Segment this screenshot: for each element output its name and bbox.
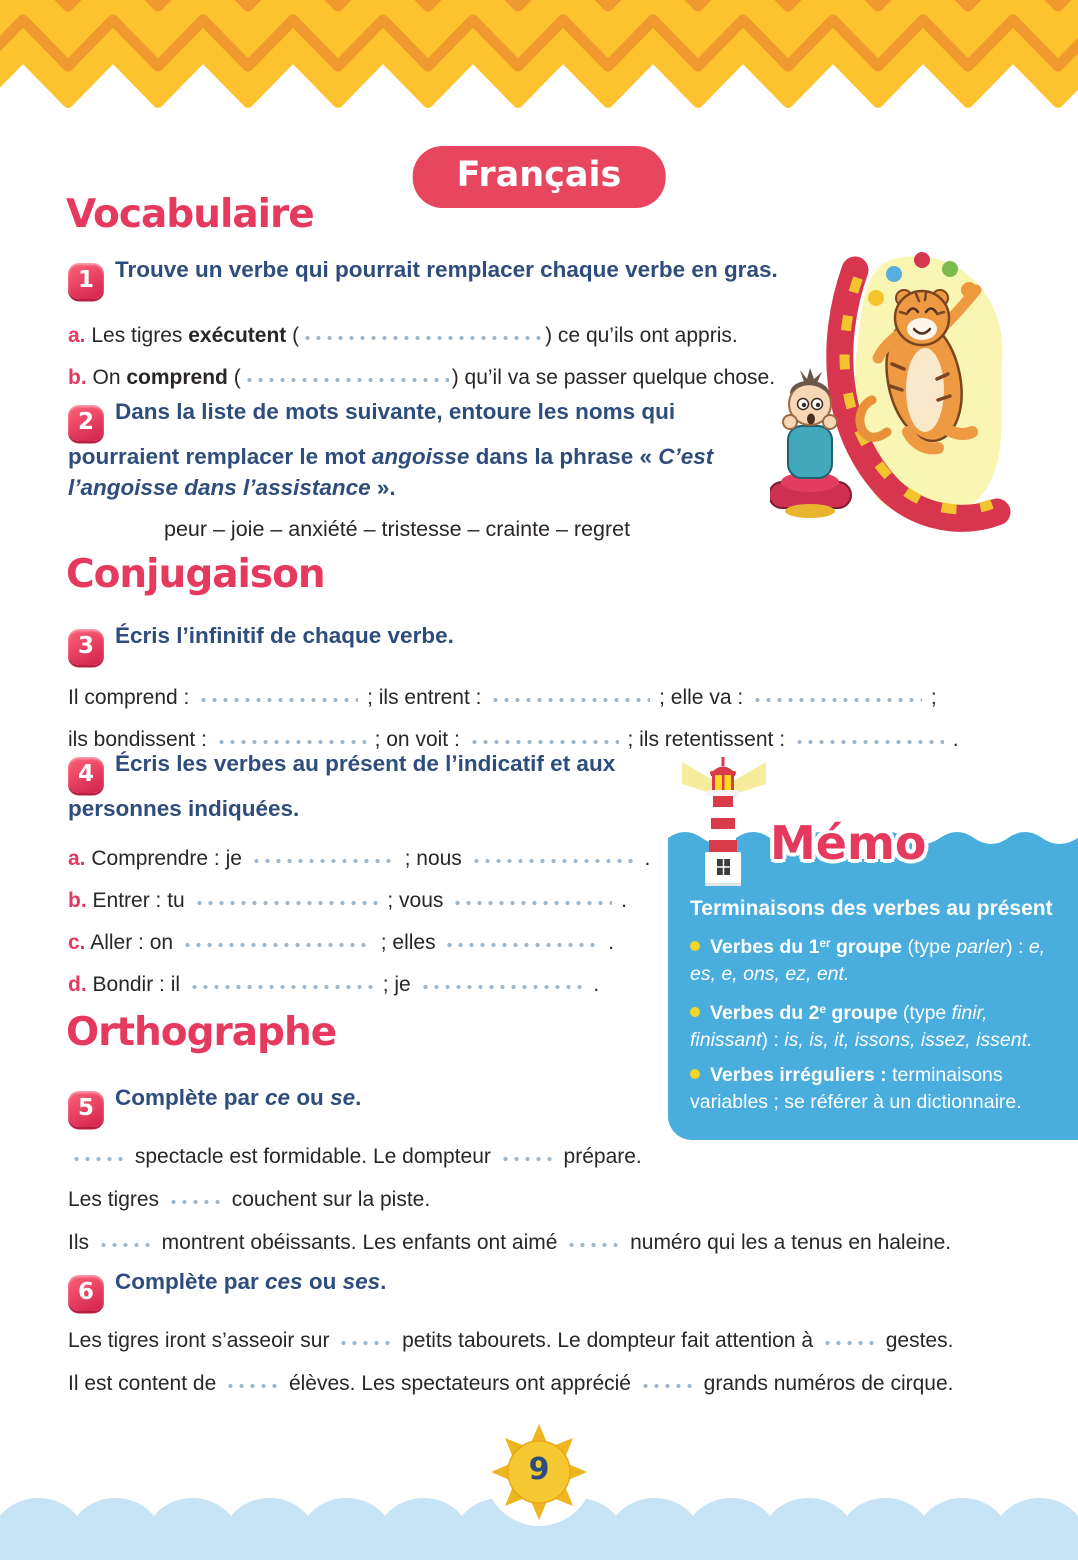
answer-line: [68, 1371, 1078, 1397]
text-segment: exécutent: [188, 323, 287, 347]
exercise-6-header: [68, 1266, 1078, 1311]
answer-blank[interactable]: [71, 1148, 126, 1166]
text-segment: Les tigres: [85, 323, 189, 347]
answer-blank[interactable]: [168, 1191, 223, 1209]
answer-blank[interactable]: [566, 1234, 621, 1252]
text-segment: ces: [265, 1269, 303, 1294]
text-segment: Bondir : il: [86, 972, 186, 996]
lighthouse-icon: [682, 756, 766, 898]
answer-blank[interactable]: [338, 1332, 393, 1350]
text-segment: a.: [68, 323, 86, 347]
section-title-vocabulaire: Vocabulaire: [66, 192, 314, 237]
answer-blank[interactable]: [444, 934, 599, 952]
text-segment: On: [86, 365, 127, 389]
answer-line: [68, 888, 648, 914]
exercise-number-badge: 2: [68, 405, 104, 441]
text-segment: er: [819, 937, 831, 950]
exercise-prompt: [68, 399, 713, 500]
text-segment: ; ils retentissent :: [621, 727, 791, 751]
text-segment: b.: [68, 888, 87, 912]
memo-title: Mémo: [770, 816, 927, 870]
text-segment: ; vous: [381, 888, 450, 912]
text-segment: couchent sur la piste.: [225, 1187, 431, 1211]
answer-line: [68, 930, 648, 956]
text-segment: Verbes irréguliers :: [710, 1063, 887, 1086]
memo-item-text: [690, 1002, 1032, 1051]
answer-line: [68, 1187, 1078, 1213]
text-segment: parler: [956, 935, 1007, 958]
answer-line: [68, 972, 648, 998]
bullet-icon: [690, 1007, 700, 1017]
answer-blank[interactable]: [640, 1375, 695, 1393]
memo-item-text: [690, 936, 1045, 985]
answer-blank[interactable]: [469, 731, 619, 749]
exercise-number-badge: 4: [68, 757, 104, 793]
subject-badge: [413, 146, 666, 208]
text-segment: Comprendre : je: [85, 846, 248, 870]
text-segment: Complète par: [115, 1085, 266, 1110]
text-segment: C’est l’angoisse dans l’assistance: [68, 443, 714, 500]
text-segment: e: [819, 1002, 826, 1016]
memo-heading: Terminaisons des verbes au présent: [690, 897, 1053, 920]
answer-line: [68, 1144, 1078, 1170]
text-segment: ) ce qu’ils ont appris.: [545, 323, 738, 347]
answer-blank[interactable]: [420, 976, 585, 994]
answer-blank[interactable]: [244, 369, 449, 387]
text-segment: d.: [68, 972, 87, 996]
exercise-number-badge: 3: [68, 629, 104, 665]
exercise-2-header: [68, 396, 776, 503]
exercise-3: [68, 620, 1028, 753]
text-segment: ) :: [1006, 935, 1029, 958]
text-segment: Écris l’infinitif de chaque verbe.: [115, 623, 454, 648]
text-segment: ; elles: [374, 930, 442, 954]
text-segment: (type: [902, 935, 957, 958]
text-segment: ; elle va :: [653, 685, 750, 709]
text-segment: comprend: [126, 365, 228, 389]
answer-blank[interactable]: [452, 892, 612, 910]
text-segment: ils bondissent :: [68, 727, 213, 751]
exercise-4-header: [68, 748, 648, 824]
exercise-2: [68, 396, 776, 542]
subject-badge-label: Français: [456, 155, 622, 195]
answer-line: [68, 365, 776, 391]
text-segment: groupe: [825, 1001, 898, 1024]
text-segment: gestes.: [879, 1328, 954, 1352]
exercise-3-header: [68, 620, 1028, 665]
text-segment: angoisse: [371, 443, 470, 469]
text-segment: is, is, it, issons, issez, issent.: [784, 1028, 1033, 1051]
text-segment: ou: [302, 1269, 343, 1294]
text-segment: .: [615, 888, 627, 912]
answer-blank[interactable]: [189, 976, 374, 994]
exercise-number-badge: 5: [68, 1091, 104, 1127]
footer-wave: [0, 1420, 1078, 1560]
text-segment: .: [355, 1085, 362, 1110]
answer-blank[interactable]: [752, 689, 922, 707]
text-segment: e, es, e, ons, ez, ent.: [690, 935, 1046, 985]
text-segment: Trouve un verbe qui pourrait remplacer chaque verbe en gras.: [115, 257, 778, 282]
text-segment: Verbes du 2: [710, 1001, 820, 1024]
text-segment: montrent obéissants. Les enfants ont aimé: [155, 1230, 564, 1254]
text-segment: ce: [265, 1085, 291, 1110]
text-segment: ) qu’il va se passer quelque chose.: [451, 365, 776, 389]
exercise-prompt: [115, 257, 778, 282]
text-segment: Il comprend :: [68, 685, 196, 709]
exercise-prompt: [115, 1269, 386, 1294]
text-segment: ; je: [376, 972, 417, 996]
text-segment: spectacle est formidable. Le dompteur: [129, 1144, 497, 1168]
text-segment: Complète par: [115, 1269, 266, 1294]
answer-blank[interactable]: [198, 689, 358, 707]
text-segment: (: [227, 365, 241, 389]
text-segment: ; on voit :: [368, 727, 466, 751]
header-zigzag-band: [0, 0, 1078, 112]
text-segment: ou: [290, 1085, 331, 1110]
exercise-number-badge: 6: [68, 1275, 104, 1311]
text-segment: terminaisons variables ; se référer à un dictionnaire.: [690, 1063, 1022, 1113]
text-segment: ».: [370, 474, 396, 500]
text-segment: .: [602, 930, 615, 954]
exercise-1-header: [68, 254, 778, 299]
answer-line: [68, 685, 1028, 711]
answer-line: [68, 1328, 1078, 1354]
text-segment: Écris les verbes au présent de l’indicatif et aux personnes indiquées.: [68, 751, 616, 821]
answer-line: [68, 1230, 1078, 1256]
exercise-5-header: [68, 1082, 1078, 1127]
text-segment: finir, finissant: [690, 1001, 988, 1051]
circus-illustration: [770, 248, 1018, 540]
text-segment: (type: [897, 1001, 952, 1024]
bullet-icon: [690, 1069, 700, 1079]
memo-item: [690, 930, 1058, 988]
text-segment: .: [638, 846, 651, 870]
text-segment: c.: [68, 930, 86, 954]
answer-blank[interactable]: [794, 731, 944, 749]
text-segment: grands numéros de cirque.: [697, 1371, 954, 1395]
text-segment: ; ils entrent :: [361, 685, 488, 709]
text-segment: a.: [68, 846, 86, 870]
memo-item: [690, 996, 1058, 1054]
text-segment: Les tigres iront s’asseoir sur: [68, 1328, 336, 1352]
text-segment: se: [330, 1085, 356, 1110]
answer-blank[interactable]: [225, 1375, 280, 1393]
answer-blank[interactable]: [471, 850, 636, 868]
text-segment: ses: [342, 1269, 381, 1294]
text-segment: .: [587, 972, 600, 996]
section-title-conjugaison: Conjugaison: [66, 552, 325, 597]
answer-blank[interactable]: [822, 1332, 877, 1350]
page-number: 9: [528, 1452, 550, 1487]
answer-blank[interactable]: [490, 689, 650, 707]
text-segment: groupe: [830, 935, 903, 958]
text-segment: b.: [68, 365, 87, 389]
bullet-icon: [690, 941, 700, 951]
answer-blank[interactable]: [302, 327, 542, 345]
text-segment: dans la phrase «: [469, 443, 659, 469]
exercise-number-badge: 1: [68, 263, 104, 299]
text-segment: élèves. Les spectateurs ont apprécié: [283, 1371, 637, 1395]
exercise-4: [68, 748, 651, 998]
answer-blank[interactable]: [251, 850, 396, 868]
exercise-1: [68, 254, 778, 391]
text-segment: .: [380, 1269, 387, 1294]
answer-blank[interactable]: [500, 1148, 555, 1166]
answer-blank[interactable]: [216, 731, 366, 749]
text-segment: numéro qui les a tenus en haleine.: [624, 1230, 952, 1254]
exercise-prompt: [115, 1085, 361, 1110]
text-segment: Les tigres: [68, 1187, 165, 1211]
exercise-6: [68, 1266, 1078, 1397]
exercise-5: [68, 1082, 1078, 1256]
text-segment: .: [946, 727, 959, 751]
text-segment: Entrer : tu: [86, 888, 191, 912]
text-segment: prépare.: [557, 1144, 642, 1168]
text-segment: petits tabourets. Le dompteur fait attention à: [396, 1328, 819, 1352]
text-segment: Ils: [68, 1230, 95, 1254]
section-title-orthographe: Orthographe: [66, 1010, 337, 1055]
exercise-prompt: [68, 751, 615, 821]
text-segment: Dans la liste de mots suivante, entoure les noms qui pourraient remplacer le mot: [68, 399, 676, 469]
answer-line: [68, 323, 768, 349]
text-segment: Verbes du 1: [710, 935, 820, 958]
answer-blank[interactable]: [194, 892, 379, 910]
text-segment: (: [286, 323, 300, 347]
exercise-prompt: [115, 623, 454, 648]
word-list[interactable]: peur – joie – anxiété – tristesse – crainte – regret: [164, 516, 631, 541]
text-segment: ) :: [761, 1028, 785, 1051]
text-segment: Il est content de: [68, 1371, 223, 1395]
answer-blank[interactable]: [98, 1234, 153, 1252]
text-segment: Aller : on: [85, 930, 179, 954]
text-segment: ; nous: [398, 846, 468, 870]
answer-line: [68, 846, 651, 872]
answer-blank[interactable]: [182, 934, 372, 952]
text-segment: ;: [925, 685, 937, 709]
